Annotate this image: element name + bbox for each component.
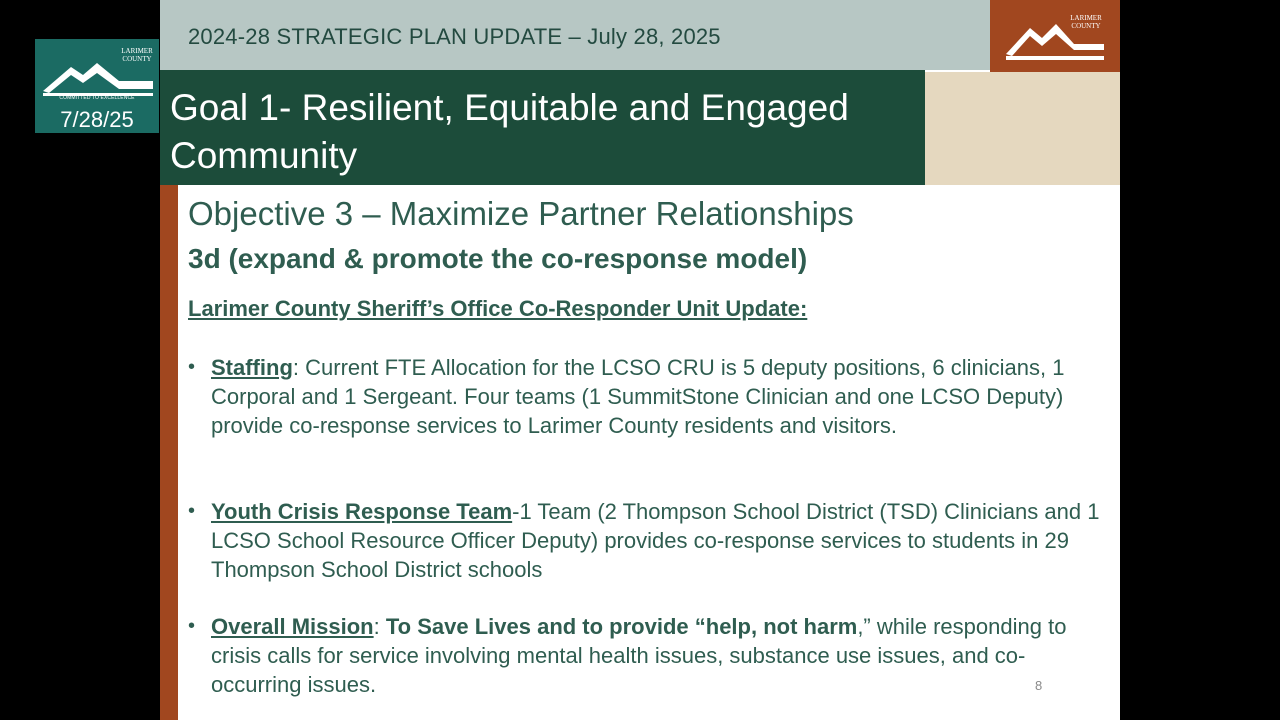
bullet-text — [211, 353, 1101, 440]
slide-logo — [990, 0, 1120, 72]
badge-tagline: COMMITTED TO EXCELLENCE — [59, 95, 135, 101]
bullet-text — [211, 497, 1101, 584]
objective-subheading: 3d (expand & promote the co-response model) — [188, 243, 808, 274]
slide — [160, 0, 1120, 720]
objective-heading: Objective 3 – Maximize Partner Relationships — [188, 195, 854, 232]
slide-title: Goal 1- Resilient, Equitable and Engaged Community — [170, 87, 849, 176]
bullet-emphasis: To Save Lives and to provide “help, not harm — [385, 614, 858, 639]
page-number: 8 — [1035, 678, 1043, 693]
broadcast-badge — [35, 39, 159, 133]
bullet-body: ,” while responding to crisis calls for service involving mental health issues, substance use issues, and co-occurring issues. — [211, 614, 1067, 697]
slide-header-text: 2024-28 STRATEGIC PLAN UPDATE – July 28, 2025 — [188, 24, 721, 49]
bullet-dot-icon: • — [188, 615, 196, 637]
bullet-lead: Youth Crisis Response Team — [211, 499, 513, 524]
bullet-dot-icon: • — [188, 500, 196, 522]
tan-accent-block — [925, 72, 1120, 185]
bullet-body: : Current FTE Allocation for the LCSO CRU is 5 deputy positions, 6 clinicians, 1 Corporal and 1 Sergeant. Four teams (1 SummitStone Clinician and one LCSO Deputy) provide co-response services to Larimer County residents and visitors. — [211, 355, 1065, 438]
bullet-lead: Overall Mission — [211, 614, 374, 639]
bullet-dot-icon: • — [188, 356, 196, 378]
unit-update-heading: Larimer County Sheriff’s Office Co-Responder Unit Update: — [188, 296, 808, 321]
bullet-lead: Staffing — [211, 355, 293, 380]
badge-date: 7/28/25 — [60, 107, 134, 132]
bullet-text — [211, 612, 1101, 699]
slide-logo-name: LARIMER COUNTY — [1070, 14, 1102, 30]
slide-header-bar — [160, 0, 990, 70]
bullet-body: -1 Team (2 Thompson School District (TSD) Clinicians and 1 LCSO School Resource Officer Deputy) provides co-response services to students in 29 Thompson School District schools — [211, 499, 1100, 582]
title-band — [160, 70, 925, 185]
badge-org-name: LARIMER COUNTY — [121, 47, 153, 63]
left-accent-strip — [160, 185, 178, 720]
bullet-separator: : — [373, 614, 386, 639]
